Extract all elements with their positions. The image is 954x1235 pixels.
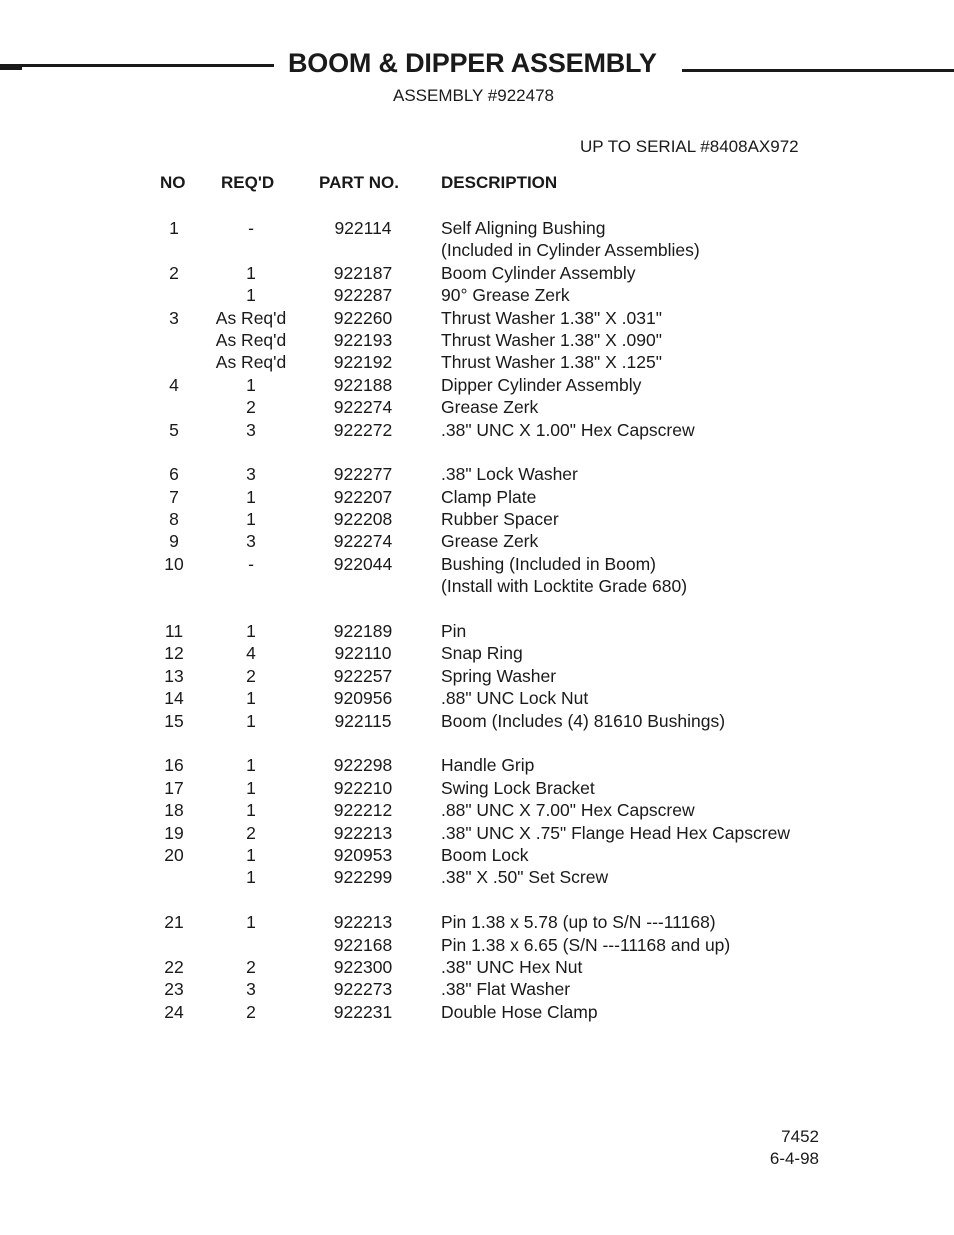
- row-part-number: 922168: [333, 934, 393, 955]
- table-row: [0, 374, 954, 396]
- table-row: [0, 732, 954, 754]
- row-no: 11: [164, 621, 184, 642]
- revision-date: 6-4-98: [769, 1149, 819, 1168]
- assembly-number: ASSEMBLY #922478: [393, 86, 554, 105]
- row-description: Thrust Washer 1.38" X .090": [441, 329, 662, 350]
- table-row: [0, 553, 954, 575]
- table-row: [0, 530, 954, 552]
- table-row: [0, 217, 954, 239]
- row-description: .38" Flat Washer: [441, 979, 571, 1000]
- row-qty-required: 4: [246, 643, 256, 664]
- row-part-number: 922213: [333, 912, 393, 933]
- row-qty-required: 2: [246, 665, 256, 686]
- row-description: .88" UNC X 7.00" Hex Capscrew: [441, 800, 695, 821]
- row-no: 21: [164, 912, 184, 933]
- table-row: [0, 777, 954, 799]
- row-no: 16: [164, 755, 184, 776]
- table-row: [0, 665, 954, 687]
- row-description: Pin: [441, 621, 467, 642]
- column-header-description: DESCRIPTION: [441, 173, 558, 192]
- row-qty-required: 1: [246, 912, 256, 933]
- row-qty-required: 2: [246, 1001, 256, 1022]
- table-row: [0, 598, 954, 620]
- row-no: 22: [164, 956, 184, 977]
- row-no: 3: [169, 307, 179, 328]
- row-part-number: 922260: [333, 307, 393, 328]
- row-part-number: 922272: [333, 419, 393, 440]
- row-part-number: 922210: [333, 777, 393, 798]
- row-part-number: 922257: [333, 665, 393, 686]
- row-no: 20: [164, 844, 184, 865]
- row-description: (Install with Locktite Grade 680): [441, 576, 688, 597]
- row-qty-required: 3: [246, 531, 256, 552]
- row-no: 7: [169, 486, 179, 507]
- row-description: .38" UNC X .75" Flange Head Hex Capscrew: [441, 822, 790, 843]
- table-row: [0, 396, 954, 418]
- row-part-number: 922207: [333, 486, 393, 507]
- row-description: Swing Lock Bracket: [441, 777, 595, 798]
- table-row: [0, 329, 954, 351]
- row-part-number: 922114: [334, 218, 392, 238]
- row-description: Thrust Washer 1.38" X .125": [441, 352, 662, 373]
- row-no: 1: [169, 218, 179, 238]
- table-row: [0, 486, 954, 508]
- row-description: Thrust Washer 1.38" X .031": [441, 307, 662, 328]
- table-row: [0, 889, 954, 911]
- table-row: [0, 262, 954, 284]
- table-row: [0, 934, 954, 956]
- row-description: .88" UNC Lock Nut: [441, 688, 589, 709]
- row-description: .38" Lock Washer: [441, 464, 578, 485]
- row-description: 90° Grease Zerk: [441, 285, 570, 306]
- row-qty-required: 1: [246, 374, 256, 395]
- row-qty-required: 3: [246, 979, 256, 1000]
- row-part-number: 922300: [333, 956, 393, 977]
- row-description: Pin 1.38 x 6.65 (S/N ---11168 and up): [441, 934, 731, 955]
- row-description: Boom (Includes (4) 81610 Bushings): [441, 710, 726, 731]
- row-qty-required: As Req'd: [215, 352, 287, 373]
- table-row: [0, 239, 954, 261]
- row-no: 24: [164, 1001, 184, 1022]
- row-part-number: 922277: [333, 464, 393, 485]
- row-qty-required: 1: [246, 867, 256, 888]
- row-part-number: 922110: [334, 643, 392, 664]
- row-qty-required: 1: [246, 755, 256, 776]
- row-no: 9: [169, 531, 179, 552]
- row-description: Grease Zerk: [441, 531, 539, 552]
- page-number: 7452: [781, 1127, 819, 1146]
- row-description: Self Aligning Bushing: [441, 218, 606, 238]
- row-part-number: 922192: [333, 352, 393, 373]
- table-row: [0, 710, 954, 732]
- row-description: Clamp Plate: [441, 486, 537, 507]
- row-qty-required: -: [248, 553, 254, 574]
- row-part-number: 922188: [333, 374, 393, 395]
- table-row: [0, 956, 954, 978]
- row-qty-required: 3: [246, 464, 256, 485]
- row-part-number: 920953: [333, 844, 393, 865]
- row-part-number: 922274: [333, 397, 393, 418]
- table-row: [0, 575, 954, 597]
- row-part-number: 922212: [333, 800, 393, 821]
- column-header-part: PART NO.: [319, 173, 399, 192]
- row-description: (Included in Cylinder Assemblies): [441, 240, 700, 261]
- row-part-number: 922231: [333, 1001, 393, 1022]
- table-row: [0, 642, 954, 664]
- row-no: 17: [164, 777, 184, 798]
- row-description: Bushing (Included in Boom): [441, 553, 656, 574]
- row-description: .38" UNC Hex Nut: [441, 956, 583, 977]
- table-row: [0, 844, 954, 866]
- row-qty-required: -: [248, 218, 254, 238]
- table-row: [0, 419, 954, 441]
- row-part-number: 922193: [333, 329, 393, 350]
- row-no: 15: [164, 710, 184, 731]
- row-part-number: 922189: [333, 621, 393, 642]
- row-part-number: 922044: [333, 553, 393, 574]
- row-qty-required: 1: [246, 262, 256, 283]
- row-no: 8: [169, 509, 179, 530]
- row-description: Grease Zerk: [441, 397, 539, 418]
- row-qty-required: 2: [246, 822, 256, 843]
- row-part-number: 922274: [333, 531, 393, 552]
- row-part-number: 920956: [333, 688, 393, 709]
- column-header-no: NO: [160, 173, 186, 192]
- row-no: 18: [164, 800, 184, 821]
- row-part-number: 922298: [333, 755, 393, 776]
- row-qty-required: 1: [246, 486, 256, 507]
- row-no: 19: [164, 822, 184, 843]
- row-description: Spring Washer: [441, 665, 557, 686]
- table-row: [0, 866, 954, 888]
- row-description: .38" X .50" Set Screw: [441, 867, 609, 888]
- table-row: [0, 307, 954, 329]
- table-row: [0, 351, 954, 373]
- row-qty-required: 3: [246, 419, 256, 440]
- page-title: BOOM & DIPPER ASSEMBLY: [288, 48, 657, 78]
- table-row: [0, 822, 954, 844]
- row-description: Rubber Spacer: [441, 509, 559, 530]
- row-description: .38" UNC X 1.00" Hex Capscrew: [441, 419, 695, 440]
- row-no: 6: [169, 464, 179, 485]
- row-no: 14: [164, 688, 184, 709]
- row-no: 4: [169, 374, 179, 395]
- row-no: 12: [164, 643, 184, 664]
- row-no: 23: [164, 979, 184, 1000]
- row-description: Dipper Cylinder Assembly: [441, 374, 642, 395]
- row-no: 5: [169, 419, 179, 440]
- row-part-number: 922115: [334, 710, 392, 731]
- table-row: [0, 441, 954, 463]
- row-no: 13: [164, 665, 184, 686]
- table-row: [0, 754, 954, 776]
- table-row: [0, 463, 954, 485]
- row-no: 2: [169, 262, 179, 283]
- table-row: [0, 911, 954, 933]
- table-row: [0, 284, 954, 306]
- row-description: Pin 1.38 x 5.78 (up to S/N ---11168): [441, 912, 716, 933]
- row-part-number: 922187: [333, 262, 393, 283]
- row-qty-required: As Req'd: [215, 307, 287, 328]
- row-qty-required: 1: [246, 800, 256, 821]
- table-row: [0, 978, 954, 1000]
- row-description: Boom Cylinder Assembly: [441, 262, 636, 283]
- row-qty-required: 1: [246, 621, 256, 642]
- row-description: Handle Grip: [441, 755, 535, 776]
- row-description: Boom Lock: [441, 844, 529, 865]
- title-rule-right: [682, 69, 954, 72]
- row-qty-required: 1: [246, 285, 256, 306]
- title-rule-left: [0, 64, 274, 67]
- row-part-number: 922273: [333, 979, 393, 1000]
- table-row: [0, 687, 954, 709]
- table-row: [0, 620, 954, 642]
- row-part-number: 922213: [333, 822, 393, 843]
- table-row: [0, 1001, 954, 1023]
- row-part-number: 922287: [333, 285, 393, 306]
- table-row: [0, 508, 954, 530]
- row-description: Double Hose Clamp: [441, 1001, 598, 1022]
- parts-table: [0, 217, 954, 1023]
- row-description: Snap Ring: [441, 643, 523, 664]
- row-qty-required: 1: [246, 710, 256, 731]
- row-qty-required: 1: [246, 509, 256, 530]
- row-part-number: 922299: [333, 867, 393, 888]
- table-row: [0, 799, 954, 821]
- row-qty-required: 1: [246, 688, 256, 709]
- serial-note: UP TO SERIAL #8408AX972: [580, 137, 799, 156]
- row-qty-required: 1: [246, 844, 256, 865]
- row-qty-required: 1: [246, 777, 256, 798]
- column-header-reqd: REQ'D: [221, 173, 275, 192]
- row-qty-required: As Req'd: [215, 329, 287, 350]
- row-no: 10: [164, 553, 184, 574]
- row-qty-required: 2: [246, 397, 256, 418]
- row-qty-required: 2: [246, 956, 256, 977]
- row-part-number: 922208: [333, 509, 393, 530]
